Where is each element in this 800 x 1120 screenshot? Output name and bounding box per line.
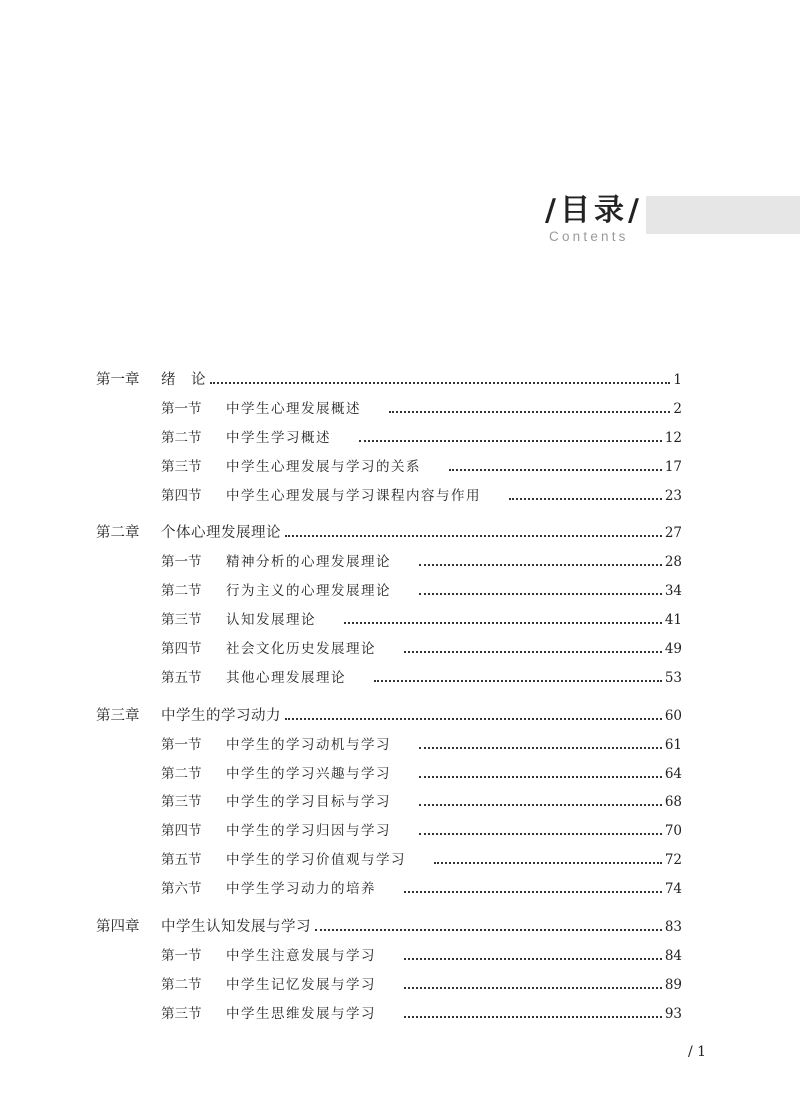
toc-section-entry-page: 2 (673, 400, 682, 417)
dot-leader (404, 890, 662, 893)
page-title: /目录/ (545, 193, 643, 228)
toc-section-entry-label: 第二节 (161, 976, 202, 993)
toc-section-entry-label: 第一节 (161, 736, 202, 753)
dot-leader (509, 497, 662, 500)
toc-section-entry[interactable] (96, 606, 682, 635)
toc-section-entry[interactable] (96, 731, 682, 760)
toc-section-entry[interactable] (96, 395, 682, 424)
toc-section-entry[interactable] (96, 846, 682, 875)
toc-section-entry-title: 其他心理发展理论 (226, 669, 346, 686)
toc-chapter-entry[interactable] (96, 913, 682, 942)
toc-chapter (96, 913, 682, 1029)
toc-section-entry-page: 49 (664, 641, 682, 658)
toc-section-entry[interactable] (96, 971, 682, 1000)
toc-section-entry-label: 第三节 (161, 612, 202, 629)
toc-section-entry-page: 17 (664, 458, 682, 475)
toc-section-entry-title: 中学生心理发展与学习的关系 (226, 458, 421, 475)
toc-chapter-entry-title: 中学生认知发展与学习 (161, 919, 311, 936)
toc-chapter-entry-page: 60 (664, 707, 682, 724)
dot-leader (419, 592, 662, 595)
toc-section-entry[interactable] (96, 577, 682, 606)
toc-section-entry-title: 中学生记忆发展与学习 (226, 976, 376, 993)
toc-section-entry-label: 第三节 (161, 794, 202, 811)
toc-section-entry-label: 第三节 (161, 458, 202, 475)
toc-section-entry-page: 41 (664, 612, 682, 629)
toc-chapter-entry-title: 绪 论 (161, 372, 206, 388)
dot-leader (404, 650, 662, 653)
toc-chapter-entry-label: 第一章 (96, 372, 140, 388)
toc-section-entry[interactable] (96, 942, 682, 971)
toc-section-entry-label: 第四节 (161, 823, 202, 840)
toc-chapter-entry[interactable] (96, 702, 682, 731)
toc-section-entry-label: 第一节 (161, 554, 202, 571)
toc-chapter (96, 519, 682, 692)
toc-section-entry-label: 第一节 (161, 400, 202, 417)
toc-section-entry-label: 第二节 (161, 765, 202, 782)
dot-leader (285, 534, 662, 537)
toc-section-entry-title: 中学生心理发展概述 (226, 400, 361, 417)
dot-leader (434, 861, 662, 864)
toc-chapter-entry[interactable] (96, 519, 682, 548)
toc-section-entry[interactable] (96, 1000, 682, 1029)
dot-leader (285, 717, 662, 720)
toc-section-entry-title: 中学生注意发展与学习 (226, 947, 376, 964)
toc-section-entry-label: 第六节 (161, 881, 202, 898)
toc-chapter-entry-page: 1 (673, 372, 682, 388)
toc-section-entry-title: 中学生的学习动机与学习 (226, 736, 391, 753)
toc-section-entry[interactable] (96, 817, 682, 846)
dot-leader (419, 803, 662, 806)
toc-section-entry[interactable] (96, 635, 682, 664)
toc-section-entry-page: 74 (664, 881, 682, 898)
toc-section-entry-title: 中学生心理发展与学习课程内容与作用 (226, 487, 481, 504)
toc-section-entry-label: 第二节 (161, 429, 202, 446)
toc-chapter-entry[interactable] (96, 366, 682, 395)
toc-section-entry-label: 第二节 (161, 583, 202, 600)
dot-leader (449, 468, 662, 471)
toc-section-entry[interactable] (96, 482, 682, 511)
toc-section-entry-page: 53 (664, 669, 682, 686)
toc-section-entry-title: 中学生学习概述 (226, 429, 331, 446)
page-subtitle: Contents (549, 229, 629, 244)
dot-leader (359, 439, 662, 442)
toc-section-entry[interactable] (96, 664, 682, 693)
dot-leader (315, 928, 662, 931)
toc-section-entry-label: 第一节 (161, 947, 202, 964)
toc-section-entry-page: 89 (664, 976, 682, 993)
toc-section-entry-label: 第四节 (161, 487, 202, 504)
toc-section-entry-title: 精神分析的心理发展理论 (226, 554, 391, 571)
toc-section-entry-title: 中学生的学习目标与学习 (226, 794, 391, 811)
dot-leader (419, 563, 662, 566)
toc-section-entry-page: 34 (664, 583, 682, 600)
dot-leader (374, 679, 662, 682)
toc-section-entry-label: 第五节 (161, 669, 202, 686)
dot-leader (419, 775, 662, 778)
dot-leader (404, 1015, 662, 1018)
toc-section-entry-page: 70 (664, 823, 682, 840)
toc-chapter-entry-label: 第三章 (96, 707, 140, 724)
toc-section-entry-title: 中学生学习动力的培养 (226, 881, 376, 898)
header-grey-bar (646, 196, 800, 234)
toc-chapter (96, 702, 682, 904)
toc-section-entry-page: 72 (664, 852, 682, 869)
toc-section-entry-page: 84 (664, 947, 682, 964)
toc-section-entry-label: 第三节 (161, 1005, 202, 1022)
toc-section-entry-title: 中学生的学习兴趣与学习 (226, 765, 391, 782)
toc-section-entry[interactable] (96, 875, 682, 904)
toc-section-entry-title: 认知发展理论 (226, 612, 316, 629)
toc-section-entry-page: 61 (664, 736, 682, 753)
toc-section-entry-title: 中学生思维发展与学习 (226, 1005, 376, 1022)
toc-section-entry-page: 93 (664, 1005, 682, 1022)
dot-leader (389, 410, 670, 413)
toc-section-entry[interactable] (96, 548, 682, 577)
toc-chapter-entry-page: 83 (664, 919, 682, 936)
dot-leader (344, 621, 662, 624)
toc-chapter-entry-title: 中学生的学习动力 (161, 707, 281, 724)
toc-section-entry-page: 23 (664, 487, 682, 504)
toc-section-entry-page: 64 (664, 765, 682, 782)
toc-section-entry-title: 行为主义的心理发展理论 (226, 583, 391, 600)
toc-chapter (96, 366, 682, 510)
toc-chapter-entry-label: 第四章 (96, 919, 140, 936)
table-of-contents (96, 366, 682, 1038)
toc-section-entry-label: 第四节 (161, 641, 202, 658)
toc-section-entry-page: 12 (664, 429, 682, 446)
dot-leader (404, 957, 662, 960)
dot-leader (210, 381, 670, 384)
toc-section-entry-page: 28 (664, 554, 682, 571)
dot-leader (419, 746, 662, 749)
toc-section-entry-page: 68 (664, 794, 682, 811)
toc-section-entry-title: 中学生的学习价值观与学习 (226, 852, 406, 869)
dot-leader (419, 832, 662, 835)
toc-section-entry-title: 社会文化历史发展理论 (226, 641, 376, 658)
toc-chapter-entry-page: 27 (664, 525, 682, 542)
toc-section-entry[interactable] (96, 788, 682, 817)
toc-section-entry[interactable] (96, 760, 682, 789)
toc-section-entry[interactable] (96, 424, 682, 453)
dot-leader (404, 986, 662, 989)
page-number: / 1 (688, 1044, 707, 1060)
toc-chapter-entry-label: 第二章 (96, 525, 140, 542)
toc-section-entry[interactable] (96, 453, 682, 482)
toc-chapter-entry-title: 个体心理发展理论 (161, 525, 281, 542)
toc-section-entry-title: 中学生的学习归因与学习 (226, 823, 391, 840)
toc-section-entry-label: 第五节 (161, 852, 202, 869)
